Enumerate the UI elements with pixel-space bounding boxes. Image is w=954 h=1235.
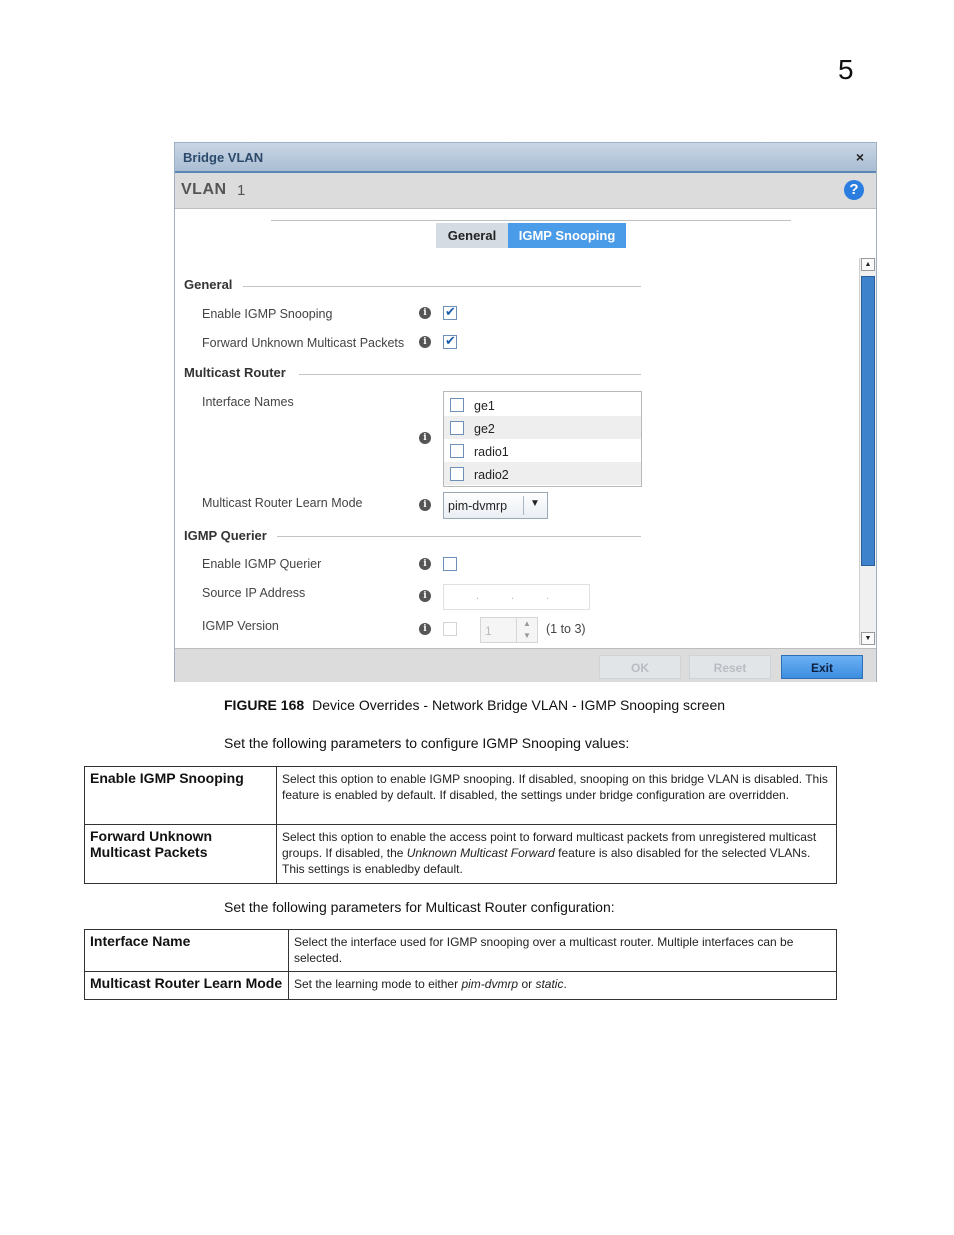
section-multicast-router-heading: Multicast Router [184,365,286,380]
interface-item-ge1[interactable] [444,393,641,416]
learn-mode-label: Multicast Router Learn Mode [202,496,363,510]
interface-item-ge2[interactable] [444,416,641,439]
info-icon[interactable]: i [419,623,431,635]
scroll-up-icon[interactable]: ▲ [861,258,875,271]
table-row [85,767,837,825]
param-description [277,825,837,884]
dialog-titlebar [175,143,876,173]
desc-emphasis: static [535,977,564,991]
intro-emphasis: IGMP Snooping [482,735,581,751]
info-icon[interactable]: i [419,336,431,348]
dialog-footer [175,648,876,682]
desc-text: feature is also disabled for the selected VLANs. This settings is enabledby default. [282,846,811,876]
ip-dot: . [511,590,515,602]
info-icon[interactable]: i [419,499,431,511]
igmp-version-checkbox[interactable] [443,622,457,636]
param-name: Interface Name [85,930,289,972]
vertical-scrollbar[interactable] [859,258,876,645]
enable-querier-checkbox[interactable] [443,557,457,571]
select-separator [523,496,524,515]
table-row [85,825,837,884]
desc-text: or [518,977,536,991]
enable-igmp-snooping-label: Enable IGMP Snooping [202,307,333,321]
interface-checkbox[interactable] [450,444,464,458]
tab-divider [271,220,791,221]
igmp-version-label: IGMP Version [202,619,279,633]
figure-title: Device Overrides - Network Bridge VLAN - IGMP Snooping screen [312,697,726,713]
interface-checkbox[interactable] [450,398,464,412]
help-icon[interactable]: ? [844,180,864,200]
interface-item-radio1[interactable] [444,439,641,462]
interface-names-label: Interface Names [202,395,294,409]
igmp-version-range: (1 to 3) [546,622,586,636]
intro-text: values: [580,735,630,751]
tab-igmp-snooping[interactable]: IGMP Snooping [508,223,626,248]
desc-text: Select this option to enable the access point to forward multicast packets from unregistered multicast groups. If disabled, the [282,830,817,860]
figure-number: FIGURE 168 [224,697,305,713]
interface-name: radio2 [474,468,509,482]
param-name: Enable IGMP Snooping [85,767,277,825]
desc-text: . [563,977,567,991]
param-description [289,972,837,1000]
section-general-heading: General [184,277,233,292]
section-igmp-querier-heading: IGMP Querier [184,528,267,543]
source-ip-label: Source IP Address [202,586,306,600]
ok-button[interactable]: OK [599,655,681,679]
dialog-title: Bridge VLAN [183,150,264,165]
intro-text: Set the following parameters to configure [224,735,483,751]
intro-text: configuration: [526,899,615,915]
section-divider [277,536,641,537]
interface-checkbox[interactable] [450,421,464,435]
interface-item-radio2[interactable] [444,462,641,485]
vlan-label: VLAN [181,181,227,198]
interface-checkbox[interactable] [450,467,464,481]
bridge-vlan-dialog [174,142,877,682]
exit-button[interactable]: Exit [781,655,863,679]
learn-mode-value: pim-dvmrp [448,499,508,513]
ip-dot: . [546,590,550,602]
param-description: Select this option to enable IGMP snooping. If disabled, snooping on this bridge VLAN is disabled. This feature is enabled by default. If disabled, the settings under bridge configuration are overridden. [277,767,837,825]
intro-emphasis: Multicast Router [425,899,527,915]
param-name: Multicast Router Learn Mode [85,972,289,1000]
igmp-snooping-params-table [84,766,837,884]
stepper-arrows-icon[interactable]: ▲ ▼ [516,618,537,642]
source-ip-input[interactable] [443,584,590,610]
table-row [85,972,837,1000]
igmp-version-value: 1 [485,624,492,638]
ip-dot: . [476,590,480,602]
table-row [85,930,837,972]
desc-emphasis: Unknown Multicast Forward [406,846,555,860]
interface-list [443,391,642,487]
interface-name: ge2 [474,422,495,436]
igmp-version-stepper[interactable] [480,617,538,643]
multicast-router-params-table [84,929,837,1000]
section-divider [243,286,641,287]
scrollbar-thumb[interactable] [861,276,875,566]
enable-igmp-snooping-checkbox[interactable] [443,306,457,320]
scroll-down-icon[interactable]: ▼ [861,632,875,645]
info-icon[interactable]: i [419,432,431,444]
reset-button[interactable]: Reset [689,655,771,679]
param-description: Select the interface used for IGMP snooping over a multicast router. Multiple interfaces can be selected. [289,930,837,972]
desc-emphasis: pim-dvmrp [461,977,519,991]
figure-caption [224,697,725,713]
section-divider [299,374,641,375]
intro-igmp-snooping [224,735,629,751]
interface-name: radio1 [474,445,509,459]
enable-querier-label: Enable IGMP Querier [202,557,322,571]
intro-text: Set the following parameters for [224,899,426,915]
tab-general[interactable]: General [436,223,508,248]
forward-unknown-checkbox[interactable] [443,335,457,349]
close-icon[interactable]: × [855,149,864,165]
intro-multicast-router [224,899,615,915]
interface-name: ge1 [474,399,495,413]
info-icon[interactable]: i [419,307,431,319]
learn-mode-select[interactable] [443,492,548,519]
vlan-header [175,173,876,209]
forward-unknown-label: Forward Unknown Multicast Packets [202,336,405,350]
info-icon[interactable]: i [419,558,431,570]
dropdown-arrow-icon[interactable]: ▼ [530,498,540,509]
desc-text: Set the learning mode to either [294,977,462,991]
page-number: 5 [838,54,854,85]
param-name: Forward Unknown Multicast Packets [85,825,277,884]
info-icon[interactable]: i [419,590,431,602]
vlan-value: 1 [237,182,246,199]
